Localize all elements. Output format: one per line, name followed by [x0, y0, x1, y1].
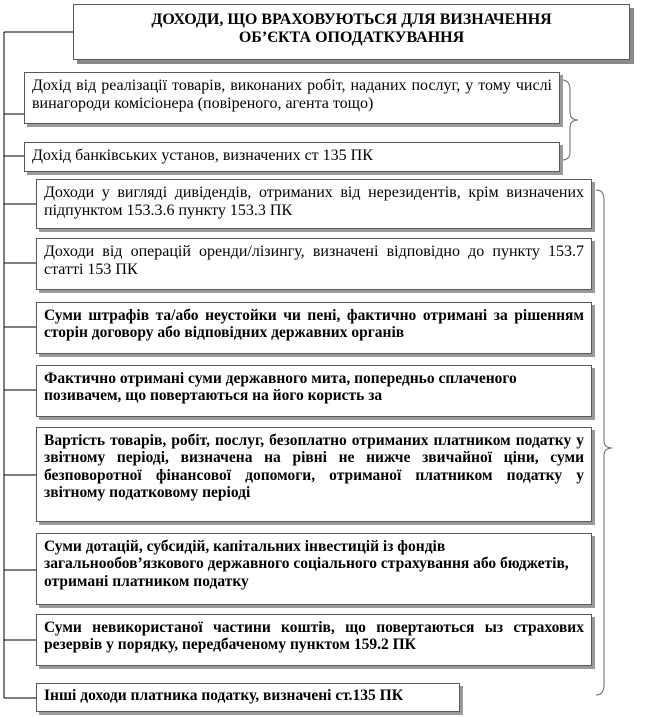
income-text: Інші доходи платника податку, визначені ст.135 ПК — [44, 687, 403, 704]
title-line-1: ДОХОДИ, ЩО ВРАХОВУЮТЬСЯ ДЛЯ ВИЗНАЧЕННЯ — [151, 11, 552, 28]
income-box-1 — [24, 72, 560, 124]
income-box-2 — [24, 142, 560, 172]
income-text: Доходи від операцій оренди/лізингу, визначені відповідно до пункту 153.7 статті 153 ПК — [44, 243, 584, 278]
income-box-6 — [36, 365, 592, 417]
income-text: Дохід банківських установ, визначених ст 135 ПК — [32, 147, 373, 164]
income-text: Дохід від реалізації товарів, виконаних робіт, наданих послуг, у тому числі винагороди комісіонера (повіреного, агента тощо) — [32, 77, 552, 112]
income-text: Суми невикористаної частини коштів, що повертаються ыз страхових резервів у порядку, передбаченому пунктом 159.2 ПК — [44, 619, 584, 654]
income-text: Фактично отримані суми державного мита, попередньо сплаченого позивачем, що повертаються на його користь за — [44, 370, 517, 405]
income-box-4 — [36, 238, 592, 290]
income-text: Вартість товарів, робіт, послуг, безоплатно отриманих платником податку у звітному періоді, визначена на рівні не нижче звичайної ціни, суми безповоротної фінансової допомоги, отриманої платником податку у звітному податковому періоді — [44, 432, 584, 502]
income-box-8 — [36, 533, 592, 605]
income-box-3 — [36, 179, 592, 229]
diagram-title — [73, 4, 630, 60]
income-text: Суми дотацій, субсидій, капітальних інвестицій із фондів загальнообов’язкового державного соціального страхування або бюджетів, отримані платником податку — [44, 538, 569, 590]
title-line-2: ОБ’ЄКТА ОПОДАТКУВАННЯ — [238, 29, 465, 47]
income-text: Суми штрафів та/або неустойки чи пені, фактично отримані за рішенням сторін договору або відповідних державних органів — [44, 307, 584, 342]
income-box-5 — [36, 302, 592, 354]
income-text: Доходи у вигляді дивідендів, отриманих від нерезидентів, крім визначених підпунктом 153.3.6 пункту 153.3 ПК — [44, 184, 584, 219]
income-box-10 — [36, 683, 460, 712]
income-box-9 — [36, 614, 592, 666]
income-box-7 — [36, 427, 592, 522]
